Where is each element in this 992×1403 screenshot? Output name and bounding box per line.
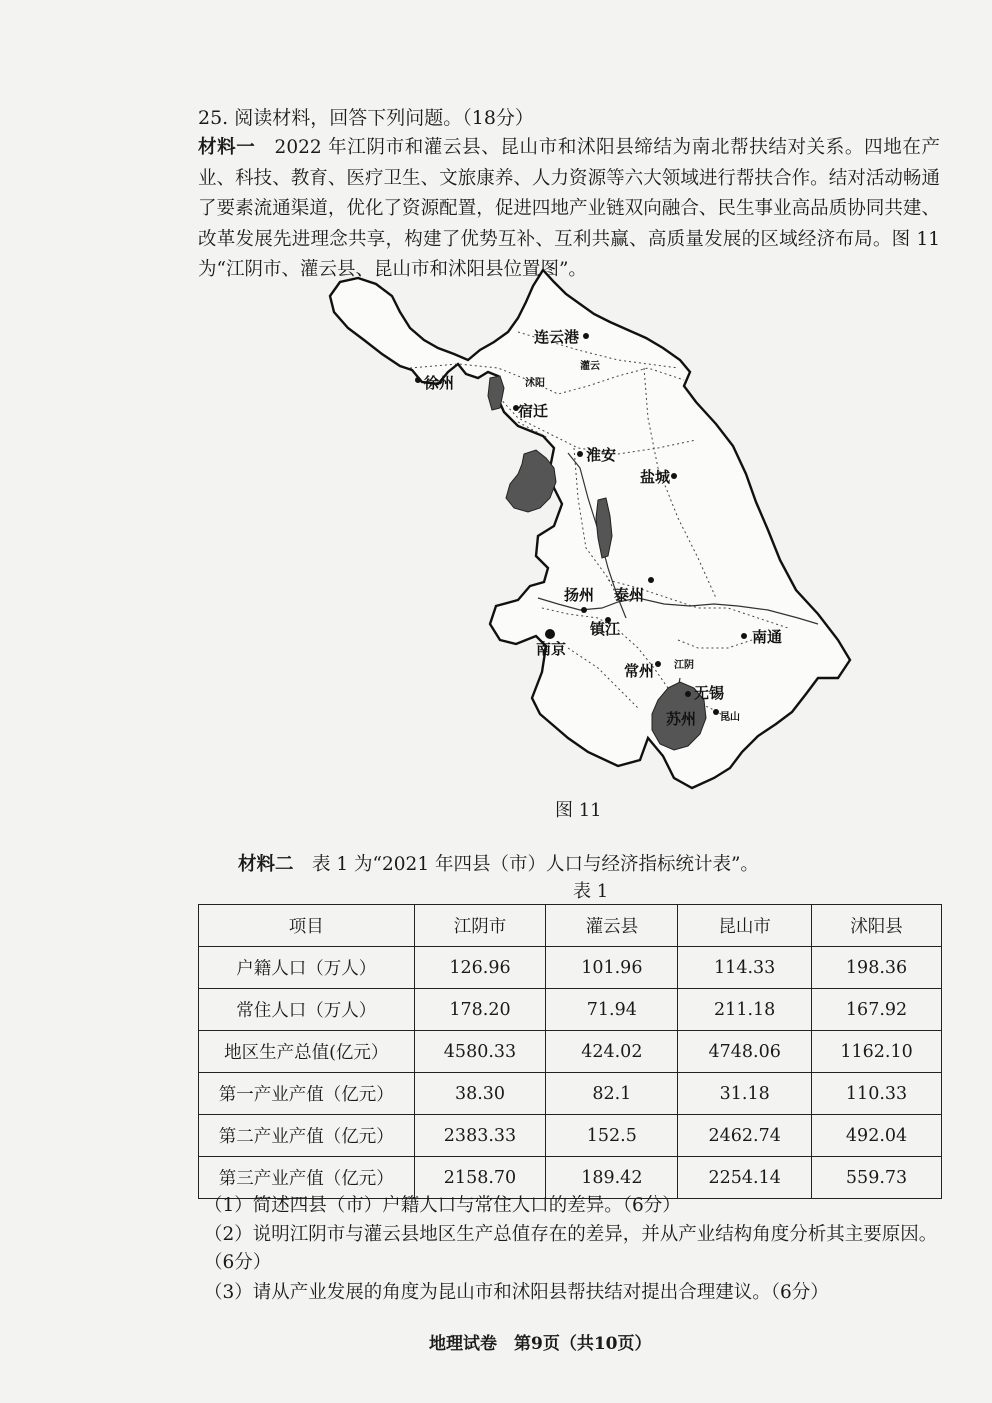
material-two-text: 表 1 为“2021 年四县（市）人口与经济指标统计表”。	[293, 854, 759, 875]
label-huaian: 淮安	[586, 446, 617, 464]
label-changzhou: 常州	[624, 662, 655, 680]
label-suqian: 宿迁	[518, 402, 549, 420]
lake-hongze	[506, 450, 556, 512]
sub-question-3: （3）请从产业发展的角度为昆山市和沭阳县帮扶结对提出合理建议。（6分）	[204, 1282, 829, 1303]
table-cell: 189.42	[546, 1157, 678, 1199]
label-nantong: 南通	[752, 628, 783, 646]
row-label: 户籍人口（万人）	[199, 947, 415, 989]
figure-caption: 图 11	[555, 800, 602, 821]
label-jiangyin: 江阴	[674, 660, 694, 671]
row-label: 第一产业产值（亿元）	[199, 1073, 415, 1115]
table-header-row	[199, 905, 942, 947]
table-cell: 2462.74	[678, 1115, 812, 1157]
table-cell: 31.18	[678, 1073, 812, 1115]
table-cell: 110.33	[812, 1073, 942, 1115]
table-cell: 38.30	[414, 1073, 546, 1115]
material-one-text: 2022 年江阴市和灌云县、昆山市和沭阳县缔结为南北帮扶结对关系。四地在产业、科技、教育、医疗卫生、文旅康养、人力资源等六大领域进行帮扶合作。结对活动畅通了要素流通渠道，优化了资源配置，促进四地产业链双向融合、民生事业高品质协同共建、改革发展先进理念共享，构建了优势互补、互利共赢、高质量发展的区域经济布局。图 11 为“江阴市、灌云县、昆山市和沭阳县位置图”。	[198, 137, 940, 280]
table-cell: 152.5	[546, 1115, 678, 1157]
row-label: 常住人口（万人）	[199, 989, 415, 1031]
table-cell: 492.04	[812, 1115, 942, 1157]
label-xuzhou: 徐州	[424, 374, 455, 392]
label-kunshan: 昆山	[720, 712, 740, 723]
table-cell: 101.96	[546, 947, 678, 989]
material-two-lead: 材料二	[238, 854, 294, 875]
page-footer: 地理试卷 第9页（共10页）	[429, 1334, 652, 1354]
label-wuxi: 无锡	[694, 684, 725, 702]
row-label: 地区生产总值(亿元）	[199, 1031, 415, 1073]
label-taizhou: 泰州	[614, 586, 645, 604]
table-cell: 4748.06	[678, 1031, 812, 1073]
table-row	[199, 1115, 942, 1157]
province-outline	[330, 270, 850, 788]
table-header-cell: 项目	[199, 905, 415, 947]
material-one-lead: 材料一	[198, 137, 256, 158]
table-cell: 2383.33	[414, 1115, 546, 1157]
table-header-cell: 灌云县	[546, 905, 678, 947]
table-header-cell: 沭阳县	[812, 905, 942, 947]
table-cell: 167.92	[812, 989, 942, 1031]
label-lianyungang: 连云港	[534, 328, 580, 346]
table-cell: 126.96	[414, 947, 546, 989]
label-guanyun: 灌云	[580, 361, 600, 372]
table-row	[199, 989, 942, 1031]
table-cell: 424.02	[546, 1031, 678, 1073]
table-cell: 211.18	[678, 989, 812, 1031]
label-yangzhou: 扬州	[564, 586, 595, 604]
question-title: 25. 阅读材料，回答下列问题。（18分）	[198, 107, 534, 129]
jiangsu-location-map	[318, 268, 858, 808]
table-row	[199, 1073, 942, 1115]
table-cell: 4580.33	[414, 1031, 546, 1073]
sub-question-2: （2）说明江阴市与灌云县地区生产总值存在的差异，并从产业结构角度分析其主要原因。（6分）	[204, 1224, 938, 1273]
table-cell: 2158.70	[414, 1157, 546, 1199]
material-one	[198, 133, 940, 286]
row-label: 第二产业产值（亿元）	[199, 1115, 415, 1157]
table-cell: 114.33	[678, 947, 812, 989]
label-shuyang: 沭阳	[525, 378, 545, 389]
material-two	[238, 850, 759, 876]
label-zhenjiang: 镇江	[590, 620, 621, 638]
table-cell: 2254.14	[678, 1157, 812, 1199]
label-nanjing: 南京	[536, 640, 567, 658]
row-label: 第三产业产值（亿元）	[199, 1157, 415, 1199]
map-svg	[318, 268, 858, 808]
label-suzhou: 苏州	[666, 710, 697, 728]
table-header-cell: 江阴市	[414, 905, 546, 947]
table-cell: 559.73	[812, 1157, 942, 1199]
table-cell: 178.20	[414, 989, 546, 1031]
sub-question-1: （1）简述四县（市）户籍人口与常住人口的差异。（6分）	[204, 1195, 681, 1216]
table-header-cell: 昆山市	[678, 905, 812, 947]
table-caption: 表 1	[573, 881, 609, 902]
table-cell: 1162.10	[812, 1031, 942, 1073]
label-yancheng: 盐城	[640, 468, 671, 486]
table-row	[199, 947, 942, 989]
statistics-table	[198, 904, 942, 1199]
table-cell: 82.1	[546, 1073, 678, 1115]
table-row	[199, 1031, 942, 1073]
table-cell: 71.94	[546, 989, 678, 1031]
table-cell: 198.36	[812, 947, 942, 989]
